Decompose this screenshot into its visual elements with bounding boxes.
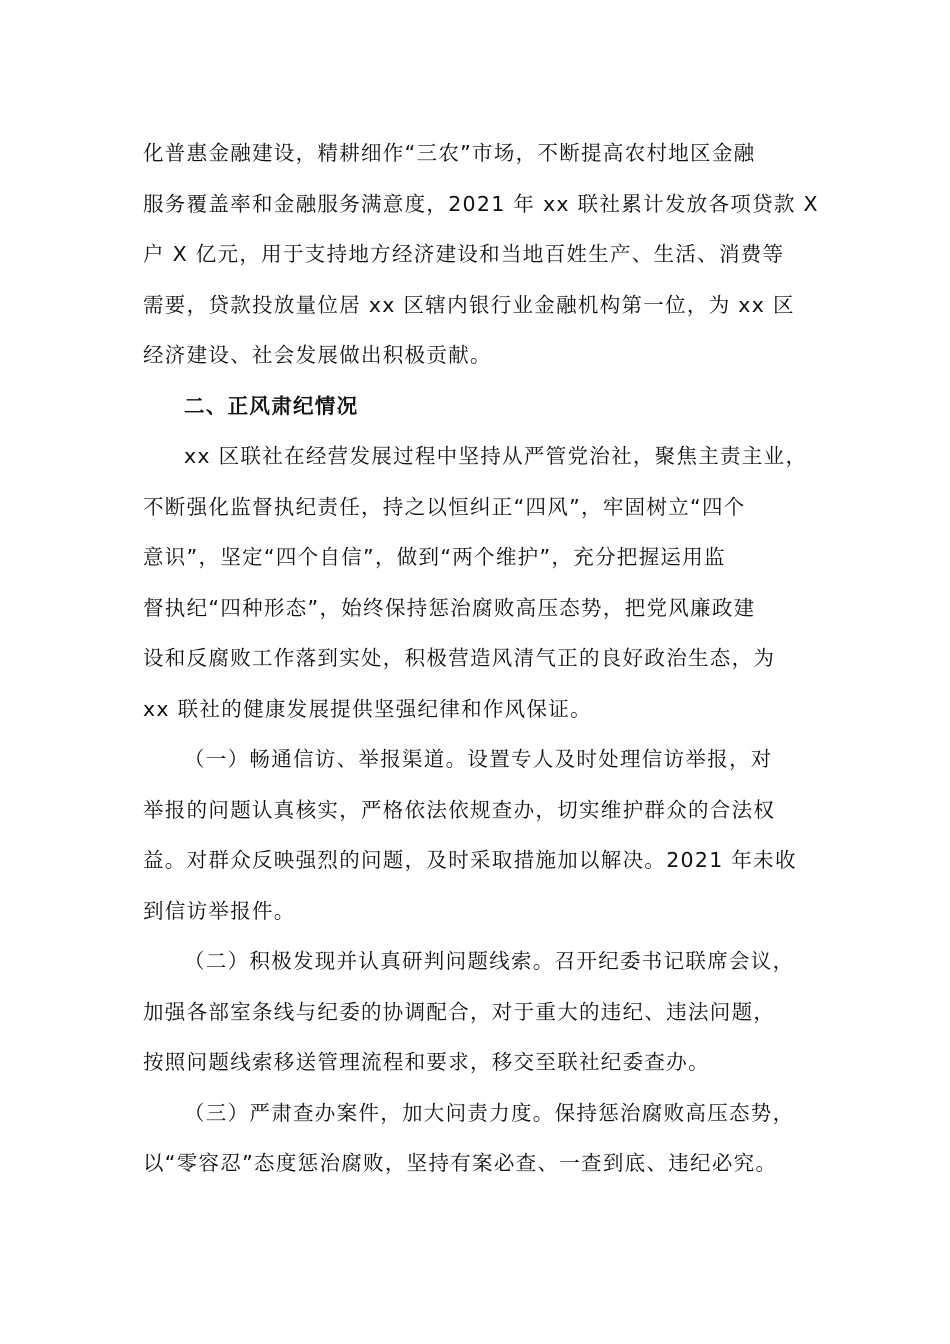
- text-line: 按照问题线索移送管理流程和要求，移交至联社纪委查办。: [143, 1050, 710, 1074]
- heading-text: 二、正风肃纪情况: [184, 393, 359, 418]
- text-line: 不断强化监督执纪责任，持之以恒纠正“四风”，牢固树立“四个: [143, 494, 746, 519]
- section-heading: [143, 381, 813, 432]
- paragraph-case-handling: [143, 1088, 813, 1189]
- text-line: 意识”，坚定“四个自信”，做到“两个维护”，充分把握运用监: [143, 545, 726, 569]
- text-line: 督执纪“四种形态”，始终保持惩治腐败高压态势，把党风廉政建: [143, 595, 756, 620]
- text-line: （三）严肃查办案件，加大问责力度。保持惩治腐败高压态势，: [184, 1100, 795, 1125]
- text-line: 举报的问题认真核实，严格依法依规查办，切实维护群众的合法权: [143, 797, 776, 822]
- text-line: 化普惠金融建设，精耕细作“三农”市场，不断提高农村地区金融: [143, 141, 756, 165]
- document-body: [143, 128, 819, 1189]
- text-line: 经济建设、社会发展做出积极贡献。: [143, 343, 492, 367]
- text-line: （二）积极发现并认真研判问题线索。召开纪委书记联席会议，: [184, 949, 795, 973]
- paragraph-clue-analysis: [143, 936, 813, 1088]
- text-line: 益。对群众反映强烈的问题，及时采取措施加以解决。2021 年未收: [143, 848, 797, 872]
- text-line: 户 X 亿元，用于支持地方经济建设和当地百姓生产、生活、消费等: [143, 242, 785, 266]
- text-line: 以“零容忍”态度惩治腐败，坚持有案必查、一查到底、违纪必究。: [143, 1151, 778, 1175]
- text-line: 到信访举报件。: [143, 898, 296, 923]
- text-line: （一）畅通信访、举报渠道。设置专人及时处理信访举报，对: [184, 747, 773, 771]
- text-line: 服务覆盖率和金融服务满意度，2021 年 xx 联社累计发放各项贷款 X: [143, 191, 819, 216]
- text-line: 设和反腐败工作落到实处，积极营造风清气正的良好政治生态，为: [143, 646, 776, 670]
- paragraph-loan-summary: [143, 128, 819, 381]
- paragraph-petition-channel: [143, 734, 813, 936]
- text-line: xx 联社的健康发展提供坚强纪律和作风保证。: [143, 696, 592, 721]
- text-line: xx 区联社在经营发展过程中坚持从严管党治社，聚焦主责主业，: [184, 444, 808, 468]
- text-line: 需要，贷款投放量位居 xx 区辖内银行业金融机构第一位，为 xx 区: [143, 292, 795, 317]
- paragraph-discipline-overview: [143, 431, 813, 734]
- text-line: 加强各部室条线与纪委的协调配合，对于重大的违纪、违法问题，: [143, 999, 776, 1024]
